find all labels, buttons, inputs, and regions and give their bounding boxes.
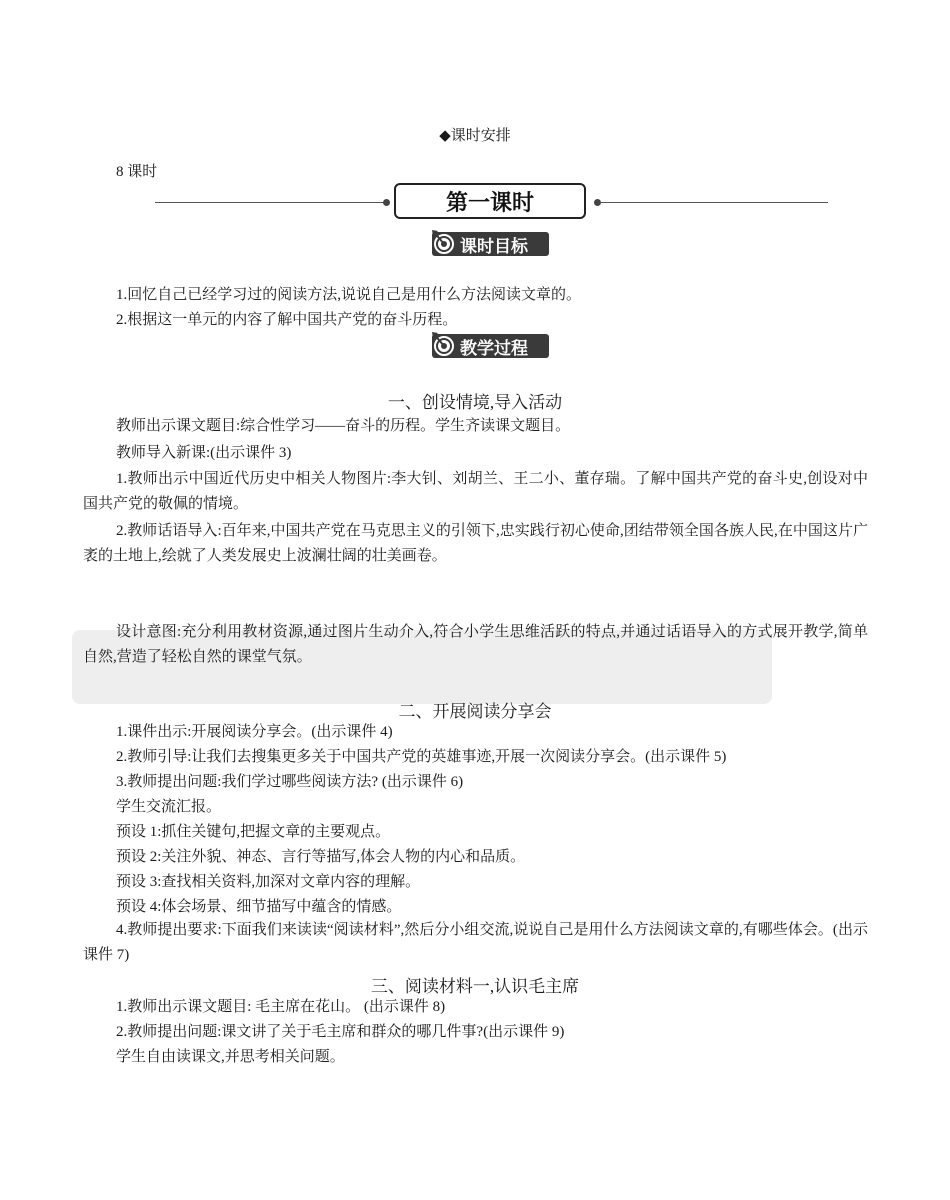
- lesson-hours: 8 课时: [116, 164, 158, 180]
- right-divider: [600, 202, 828, 203]
- section-3-line: 1.教师出示课文题目: 毛主席在花山。 (出示课件 8): [116, 999, 446, 1015]
- section-1-line: 教师导入新课:(出示课件 3): [116, 445, 292, 461]
- goals-badge-label: 课时目标: [460, 236, 528, 257]
- section-2-line: 预设 3:查找相关资料,加深对文章内容的理解。: [116, 874, 421, 890]
- left-divider: [155, 202, 387, 203]
- target-icon: [430, 228, 460, 258]
- section-2-title: 二、开展阅读分享会: [398, 702, 552, 721]
- section-2-line: 学生交流汇报。: [116, 799, 222, 815]
- section-2-line: 1.课件出示:开展阅读分享会。(出示课件 4): [116, 724, 393, 740]
- process-badge-label: 教学过程: [460, 338, 528, 359]
- section-2-line: 3.教师提出问题:我们学过哪些阅读方法? (出示课件 6): [116, 774, 464, 790]
- goals-badge: [432, 232, 549, 256]
- section-3-line: 学生自由读课文,并思考相关问题。: [116, 1049, 345, 1065]
- section-2-line: 2.教师引导:让我们去搜集更多关于中国共产党的英雄事迹,开展一次阅读分享会。(出示课件 5): [116, 749, 727, 765]
- section-1-paragraph: 1.教师出示中国近代历史中相关人物图片:李大钊、刘胡兰、王二小、董存瑞。了解中国共产党的奋斗史,创设对中国共产党的敬佩的情境。: [83, 471, 868, 512]
- section-1-line: 教师出示课文题目:综合性学习——奋斗的历程。学生齐读课文题目。: [116, 418, 571, 434]
- goal-item: 2.根据这一单元的内容了解中国共产党的奋斗历程。: [116, 312, 458, 328]
- section-2-paragraph: 4.教师提出要求:下面我们来读读“阅读材料”,然后分小组交流,说说自己是用什么方法阅读文章的,有哪些体会。(出示课件 7): [83, 922, 868, 963]
- section-1-paragraph: 2.教师话语导入:百年来,中国共产党在马克思主义的引领下,忠实践行初心使命,团结带领全国各族人民,在中国这片广袤的土地上,绘就了人类发展史上波澜壮阔的壮美画卷。: [83, 523, 868, 564]
- section-2-line: 预设 4:体会场景、细节描写中蕴含的情感。: [116, 899, 402, 915]
- design-note: 设计意图:充分利用教材资源,通过图片生动介入,符合小学生思维活跃的特点,并通过话语导入的方式展开教学,简单自然,营造了轻松自然的课堂气氛。: [83, 624, 868, 665]
- section-1-title: 一、创设情境,导入活动: [387, 393, 563, 412]
- process-badge: [432, 334, 549, 358]
- section-2-line: 预设 1:抓住关键句,把握文章的主要观点。: [116, 824, 391, 840]
- goal-item: 1.回忆自己已经学习过的阅读方法,说说自己是用什么方法阅读文章的。: [116, 287, 582, 303]
- section-2-line: 预设 2:关注外貌、神态、言行等描写,体会人物的内心和品质。: [116, 849, 526, 865]
- section-3-title: 三、阅读材料一,认识毛主席: [370, 977, 580, 996]
- arrangement-title: ◆课时安排: [439, 128, 511, 144]
- lesson-title: 第一课时: [394, 183, 586, 219]
- target-icon: [430, 330, 460, 360]
- section-3-line: 2.教师提出问题:课文讲了关于毛主席和群众的哪几件事?(出示课件 9): [116, 1024, 565, 1040]
- left-divider-dot: [383, 199, 390, 206]
